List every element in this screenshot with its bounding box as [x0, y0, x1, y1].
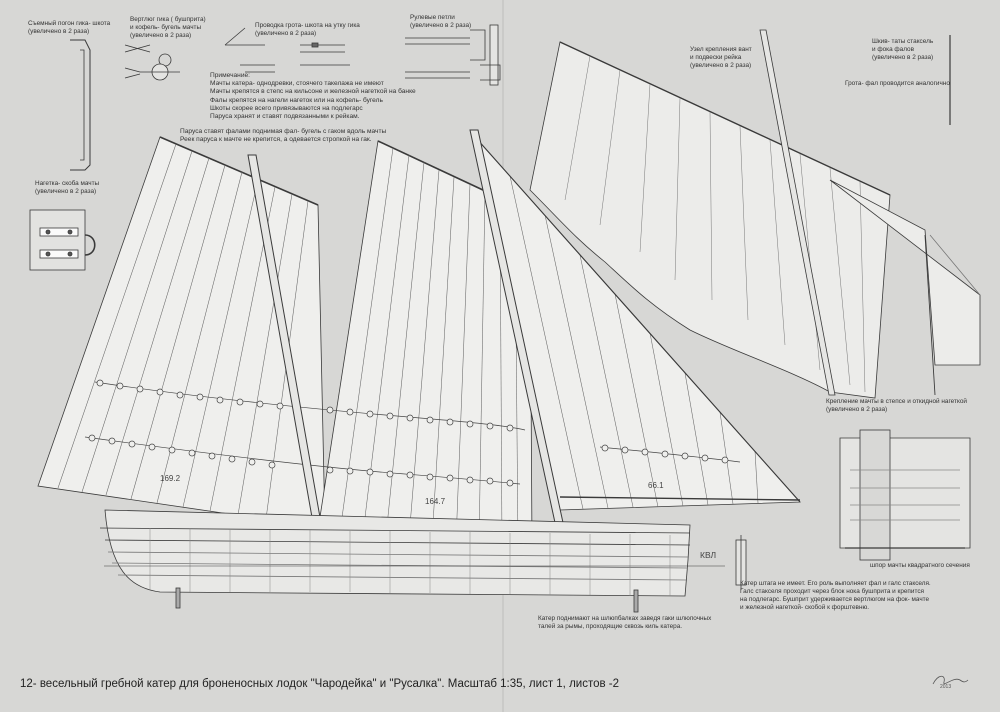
sail-area-fore: 169.2 — [160, 474, 181, 483]
hull — [100, 510, 725, 612]
label-no-stay: Катер штага не имеет. Его роль выполняет фал и галс стакселя. Галс стакселя проходит через блок нока бушприта и крепится на подлегарс. Бушприт удерживается вертлюгом на фок- мачте и железной нагеткой- скобой к форштевню. — [740, 580, 931, 611]
drawing-year: 2013 — [940, 684, 952, 690]
drawing-title: 12- весельный гребной катер для броненосных лодок "Чародейка" и "Русалка". Масштаб 1:35, лист 1, листов -2 — [20, 678, 620, 690]
detail-rudder-pintles — [405, 25, 500, 85]
label-yard-attach: Узел крепления вант и подвески рейка (увеличено в 2 раза) — [690, 46, 752, 69]
label-davits: Катер поднимают на шлюпбалках заведя гаки шлюпочных талей за рымы, проходящие сквозь киль катера. — [538, 615, 712, 630]
detail-mast-clamp — [30, 210, 95, 270]
label-staysail-sheets: Шкив- таты стаксель и фока фалов (увеличено в 2 раза) — [872, 38, 934, 61]
label-removable-track: Съемный погон гика- шкота (увеличено в 2 раза) — [28, 20, 111, 35]
label-mast-step: Крепление мачты в степсе и откидной нагеткой (увеличено в 2 раза) — [826, 398, 967, 413]
detail-boom-swivel — [125, 45, 180, 80]
sail-area-jib: 66.1 — [648, 481, 664, 490]
label-rudder-pintles: Рулевые петли (увеличено в 2 раза) — [410, 14, 472, 29]
label-kvl: КВЛ — [700, 550, 717, 560]
label-mast-clamp: Нагетка- скоба мачты (увеличено в 2 раза) — [35, 180, 100, 195]
label-note: Примечание: Мачты катера- однодревки, стоячего такелажа не имеют Мачты крепятся в степс на кильсоне и железной нагеткой на банке Фалы крепятся на нагели нагеток или на кофель- бугель Шкоты скорее всего привязываются на подлегарс Паруса хранят и ставят подвязанными к рейкам. — [210, 72, 416, 121]
detail-sheet-track — [70, 40, 90, 170]
label-square-section: шпор мачты квадратного сечения — [870, 562, 970, 569]
detail-mast-step — [840, 430, 970, 560]
sail-area-main: 164.7 — [425, 497, 446, 506]
label-main-sheet-lead: Проводка грота- шкота на утку гика (увеличено в 2 раза) — [255, 22, 360, 37]
label-boom-fitting: Вертлюг гика ( бушприта) и кофель- бугель мачты (увеличено в 2 раза) — [130, 16, 206, 39]
label-main-halyard: Грота- фал проводится аналогично — [845, 80, 950, 87]
label-sails-raise: Паруса ставят фалами поднимая фал- бугель с гаком вдоль мачты Реек паруса к мачте не крепится, а одевается стропкой на гак. — [180, 128, 387, 144]
